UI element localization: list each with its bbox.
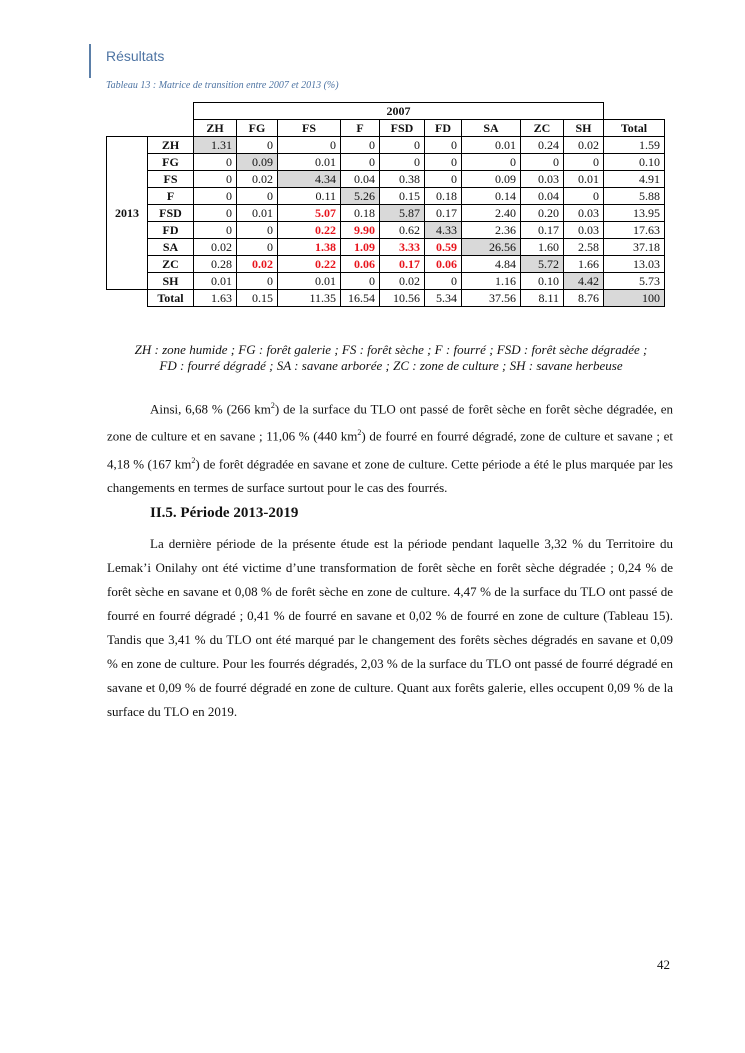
table-cell: 0.01 xyxy=(237,205,278,222)
table-cell: 1.60 xyxy=(521,239,564,256)
table-cell: 0 xyxy=(341,137,380,154)
table-cell: 5.34 xyxy=(425,290,462,307)
table-row xyxy=(107,273,665,290)
column-header: FS xyxy=(278,120,341,137)
table-cell: 0.22 xyxy=(278,222,341,239)
table-cell: 0.02 xyxy=(237,256,278,273)
table-cell: 0.14 xyxy=(462,188,521,205)
header-accent-bar xyxy=(89,44,91,78)
table-cell: 0.03 xyxy=(521,171,564,188)
column-group-header: 2007 xyxy=(194,103,604,120)
row-label: F xyxy=(148,188,194,205)
corner-cell xyxy=(148,103,194,120)
table-legend xyxy=(100,342,682,374)
table-cell: 11.35 xyxy=(278,290,341,307)
table-cell: 0.02 xyxy=(380,273,425,290)
table-cell: 17.63 xyxy=(604,222,665,239)
table-cell: 0 xyxy=(380,154,425,171)
table-cell: 8.11 xyxy=(521,290,564,307)
table-cell: 3.33 xyxy=(380,239,425,256)
table-cell: 1.59 xyxy=(604,137,665,154)
row-label: FD xyxy=(148,222,194,239)
corner-cell xyxy=(107,120,148,137)
table-cell: 8.76 xyxy=(564,290,604,307)
table-cell: 0 xyxy=(237,188,278,205)
table-cell: 1.09 xyxy=(341,239,380,256)
table-cell: 1.16 xyxy=(462,273,521,290)
table-cell: 5.73 xyxy=(604,273,665,290)
column-header: FD xyxy=(425,120,462,137)
corner-cell xyxy=(148,120,194,137)
corner-cell xyxy=(604,103,665,120)
row-label: FSD xyxy=(148,205,194,222)
table-cell: 5.87 xyxy=(380,205,425,222)
column-header: ZC xyxy=(521,120,564,137)
table-cell: 0 xyxy=(237,222,278,239)
table-cell: 0 xyxy=(237,137,278,154)
table-cell: 0.28 xyxy=(194,256,237,273)
table-cell: 10.56 xyxy=(380,290,425,307)
legend-line: ZH : zone humide ; FG : forêt galerie ; FS : forêt sèche ; F : fourré ; FSD : forêt sèche dégradée ; xyxy=(134,342,648,357)
table-cell: 0 xyxy=(341,154,380,171)
table-cell: 0.06 xyxy=(425,256,462,273)
table-cell: 0 xyxy=(278,137,341,154)
table-cell: 0.09 xyxy=(237,154,278,171)
table-cell: 13.03 xyxy=(604,256,665,273)
table-cell: 5.88 xyxy=(604,188,665,205)
row-label: Total xyxy=(148,290,194,307)
table-cell: 0 xyxy=(194,171,237,188)
section-heading: II.5. Période 2013-2019 xyxy=(150,505,299,521)
table-cell: 1.38 xyxy=(278,239,341,256)
table-cell: 0.02 xyxy=(564,137,604,154)
column-header: SA xyxy=(462,120,521,137)
table-row xyxy=(107,256,665,273)
table-cell: 0.09 xyxy=(462,171,521,188)
table-cell: 4.33 xyxy=(425,222,462,239)
row-group-header: 2013 xyxy=(107,137,148,290)
superscript: 2 xyxy=(270,401,275,410)
table-cell: 0 xyxy=(462,154,521,171)
table-cell: 0.01 xyxy=(564,171,604,188)
page-number: 42 xyxy=(657,957,670,972)
table-cell: 1.63 xyxy=(194,290,237,307)
section-title: Résultats xyxy=(106,48,165,64)
table-cell: 5.72 xyxy=(521,256,564,273)
table-cell: 0.03 xyxy=(564,205,604,222)
table-cell: 0.02 xyxy=(237,171,278,188)
paragraph-2 xyxy=(107,532,673,724)
text-run: La dernière période de la présente étude est la période pendant laquelle 3,32 % du Territoire du Lemak’i Onilahy ont été victime d’une transformation de forêt sèche en forêt sèche dégradée ; 0,24 % de forêt sèche en savane et 0,08 % de forêt sèche en zone de culture. 4,47 % de la surface du TLO ont passé de fourré en fourré dégradé ; 0,41 % de fourré en savane et 0,02 % de fourré en zone de culture (Tableau 15). Tandis que 3,41 % du TLO ont été marqué par le changement des forêts sèches dégradés en savane et 0,09 % en zone de culture. Pour les fourrés dégradés, 2,03 % de la surface du TLO ont passé de fourré dégradé en savane et 0,09 % de fourré dégradé en zone de culture. Quant aux forêts galerie, elles occupent 0,09 % de la surface du TLO en 2019. xyxy=(107,536,673,719)
row-label: ZC xyxy=(148,256,194,273)
table-cell: 0.24 xyxy=(521,137,564,154)
table-cell: 0.17 xyxy=(521,222,564,239)
table-cell: 5.26 xyxy=(341,188,380,205)
column-header: ZH xyxy=(194,120,237,137)
column-header: Total xyxy=(604,120,665,137)
row-label: SA xyxy=(148,239,194,256)
column-header: SH xyxy=(564,120,604,137)
table-cell: 0.04 xyxy=(341,171,380,188)
table-row xyxy=(107,154,665,171)
table-cell: 0 xyxy=(564,188,604,205)
column-header: FSD xyxy=(380,120,425,137)
table-cell: 0 xyxy=(237,239,278,256)
table-cell: 16.54 xyxy=(341,290,380,307)
table-cell: 1.66 xyxy=(564,256,604,273)
table-cell: 2.58 xyxy=(564,239,604,256)
table-caption: Tableau 13 : Matrice de transition entre 2007 et 2013 (%) xyxy=(106,80,339,91)
table-cell: 26.56 xyxy=(462,239,521,256)
column-header: FG xyxy=(237,120,278,137)
row-label: ZH xyxy=(148,137,194,154)
superscript: 2 xyxy=(191,455,196,465)
table-cell: 0.20 xyxy=(521,205,564,222)
table-cell: 13.95 xyxy=(604,205,665,222)
table-cell: 0.18 xyxy=(425,188,462,205)
table-cell: 0.59 xyxy=(425,239,462,256)
table-cell: 0 xyxy=(380,137,425,154)
table-cell: 37.18 xyxy=(604,239,665,256)
table-cell: 0.01 xyxy=(462,137,521,154)
table-cell: 0.18 xyxy=(341,205,380,222)
table-cell: 4.84 xyxy=(462,256,521,273)
table-cell: 0.01 xyxy=(278,273,341,290)
table-cell: 0.04 xyxy=(521,188,564,205)
table-cell: 0 xyxy=(194,154,237,171)
table-cell: 0 xyxy=(425,273,462,290)
table-cell: 1.31 xyxy=(194,137,237,154)
table-row xyxy=(107,222,665,239)
table-cell: 4.42 xyxy=(564,273,604,290)
table-cell: 0.15 xyxy=(237,290,278,307)
table-cell: 0.10 xyxy=(604,154,665,171)
text-run: ) de fourré en fourré dégradé, zone de culture et savane ; et 4,18 % (167 km xyxy=(107,428,674,471)
table-row xyxy=(107,205,665,222)
table-cell: 0.11 xyxy=(278,188,341,205)
legend-line: FD : fourré dégradé ; SA : savane arborée ; ZC : zone de culture ; SH : savane herbeuse xyxy=(159,358,623,373)
table-cell: 0 xyxy=(237,273,278,290)
table-cell: 0 xyxy=(194,222,237,239)
row-label: FG xyxy=(148,154,194,171)
text-run: ) de la surface du TLO ont passé de forêt sèche en forêt sèche dégradée, en zone de culture et en savane ; 11,06 % (440 km xyxy=(107,401,673,444)
row-label: FS xyxy=(148,171,194,188)
table-cell: 0.62 xyxy=(380,222,425,239)
table-cell: 2.40 xyxy=(462,205,521,222)
table-cell: 0.17 xyxy=(380,256,425,273)
table-cell: 9.90 xyxy=(341,222,380,239)
table-cell: 100 xyxy=(604,290,665,307)
table-cell: 2.36 xyxy=(462,222,521,239)
total-row xyxy=(107,290,665,307)
table-cell: 0.10 xyxy=(521,273,564,290)
table-cell: 4.34 xyxy=(278,171,341,188)
table-cell: 0 xyxy=(425,137,462,154)
column-header: F xyxy=(341,120,380,137)
table-cell: 0.15 xyxy=(380,188,425,205)
paragraph-1 xyxy=(107,394,673,500)
table-cell: 0.22 xyxy=(278,256,341,273)
table-cell: 0.03 xyxy=(564,222,604,239)
table-cell: 0.17 xyxy=(425,205,462,222)
corner-cell xyxy=(107,290,148,307)
row-label: SH xyxy=(148,273,194,290)
table-cell: 0 xyxy=(425,154,462,171)
table-row xyxy=(107,188,665,205)
table-cell: 0.01 xyxy=(278,154,341,171)
table-cell: 0 xyxy=(564,154,604,171)
table-cell: 0.38 xyxy=(380,171,425,188)
table-cell: 0 xyxy=(521,154,564,171)
superscript: 2 xyxy=(357,428,362,438)
table-cell: 0 xyxy=(425,171,462,188)
table-cell: 0 xyxy=(341,273,380,290)
table-cell: 5.07 xyxy=(278,205,341,222)
corner-cell xyxy=(107,103,148,120)
table-row xyxy=(107,137,665,154)
table-cell: 0 xyxy=(194,188,237,205)
table-cell: 0.02 xyxy=(194,239,237,256)
table-cell: 37.56 xyxy=(462,290,521,307)
table-row xyxy=(107,171,665,188)
table-cell: 0 xyxy=(194,205,237,222)
text-run: Ainsi, 6,68 % (266 km xyxy=(150,401,271,417)
table-cell: 0.01 xyxy=(194,273,237,290)
table-row xyxy=(107,239,665,256)
table-cell: 4.91 xyxy=(604,171,665,188)
table-cell: 0.06 xyxy=(341,256,380,273)
transition-matrix-table xyxy=(106,102,665,307)
text-run: ) de forêt dégradée en savane et zone de culture. Cette période a été le plus marquée par les changements en termes de surface surtout pour le cas des fourrés. xyxy=(107,455,673,495)
